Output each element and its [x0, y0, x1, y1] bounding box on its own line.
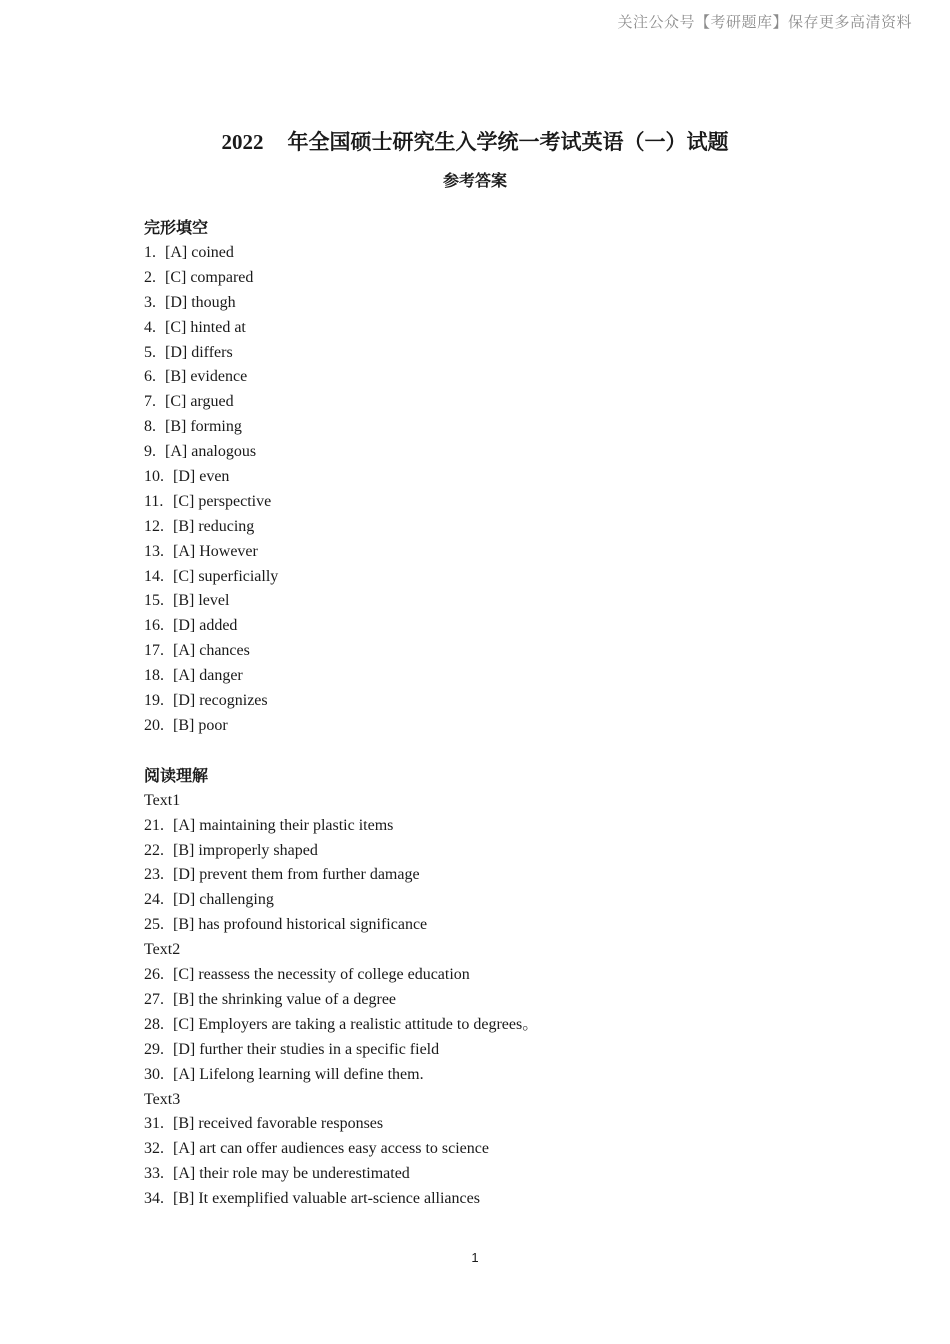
answer-item [144, 291, 844, 316]
answer-text: [D] differs [165, 343, 233, 361]
answer-number: 24. [144, 891, 164, 909]
answer-text: [A] analogous [165, 443, 257, 461]
answer-text: [A] art can offer audiences easy access to science [173, 1140, 489, 1158]
text-label: Text1 [144, 791, 181, 809]
answer-item [144, 565, 844, 590]
answer-text: [D] challenging [173, 891, 274, 909]
answer-text: [B] forming [165, 418, 242, 436]
header-watermark-note: 关注公众号【考研题库】保存更多高清资料 [617, 15, 912, 31]
answer-number: 15. [144, 592, 164, 610]
answer-text: [A] their role may be underestimated [173, 1165, 410, 1183]
answer-text: [C] Employers are taking a realistic attitude to degrees。 [173, 1015, 539, 1033]
title-year: 2022 [221, 130, 264, 154]
answer-item [144, 988, 844, 1013]
answer-text: [B] It exemplified valuable art-science alliances [173, 1190, 480, 1208]
answer-item [144, 515, 844, 540]
answer-item [144, 1013, 844, 1038]
answer-item [144, 863, 844, 888]
answer-text: [B] the shrinking value of a degree [173, 990, 397, 1008]
answer-text: [D] though [165, 293, 236, 311]
page-subtitle: 参考答案 [442, 173, 507, 190]
answer-item [144, 689, 844, 714]
cloze-answer-list [144, 241, 844, 739]
answer-text: [A] However [173, 542, 258, 560]
answer-item [144, 963, 844, 988]
answer-item [144, 639, 844, 664]
answer-number: 18. [144, 667, 164, 685]
text-label: Text2 [144, 941, 181, 959]
answer-item [144, 839, 844, 864]
reading-heading: 阅读理解 [144, 767, 209, 785]
answer-number: 4. [144, 318, 156, 336]
answer-item [144, 1137, 844, 1162]
answer-number: 21. [144, 816, 164, 834]
answer-text: [A] chances [173, 642, 250, 660]
answer-item [144, 1187, 844, 1212]
answer-text: [C] hinted at [165, 318, 246, 336]
answer-item [144, 540, 844, 565]
answer-item [144, 365, 844, 390]
answer-item [144, 465, 844, 490]
answer-item [144, 440, 844, 465]
answer-text: [A] danger [173, 667, 243, 685]
answer-text: [B] poor [173, 716, 228, 734]
answer-item [144, 341, 844, 366]
answer-number: 17. [144, 642, 164, 660]
answer-number: 32. [144, 1140, 164, 1158]
page-number: 1 [471, 1250, 479, 1265]
answer-number: 28. [144, 1015, 164, 1033]
answer-text: [C] superficially [173, 567, 279, 585]
answer-number: 14. [144, 567, 164, 585]
answer-number: 23. [144, 866, 164, 884]
page-title [0, 126, 950, 156]
answer-number: 27. [144, 990, 164, 1008]
answer-item [144, 316, 844, 341]
answer-item [144, 415, 844, 440]
answer-number: 19. [144, 692, 164, 710]
answer-item [144, 266, 844, 291]
answer-text: [D] recognizes [173, 692, 268, 710]
answer-number: 12. [144, 517, 164, 535]
answer-text: [D] further their studies in a specific field [173, 1040, 440, 1058]
title-text: 年全国硕士研究生入学统一考试英语（一）试题 [287, 130, 729, 154]
answer-item [144, 664, 844, 689]
answer-number: 26. [144, 966, 164, 984]
answer-number: 7. [144, 393, 156, 411]
cloze-heading: 完形填空 [144, 220, 209, 237]
answer-number: 13. [144, 542, 164, 560]
answer-number: 5. [144, 343, 156, 361]
answer-text: [C] compared [165, 268, 254, 286]
answer-item [144, 614, 844, 639]
answer-item [144, 1063, 844, 1088]
answer-number: 30. [144, 1065, 164, 1083]
answer-number: 25. [144, 916, 164, 934]
answer-text: [D] prevent them from further damage [173, 866, 420, 884]
answer-text: [B] received favorable responses [173, 1115, 384, 1133]
section-spacer [144, 739, 844, 764]
answer-number: 6. [144, 368, 156, 386]
answer-text: [D] added [173, 617, 238, 635]
answer-item [144, 1038, 844, 1063]
answer-text: [B] level [173, 592, 230, 610]
answer-number: 31. [144, 1115, 164, 1133]
answer-text: [D] even [173, 468, 230, 486]
answer-number: 16. [144, 617, 164, 635]
answer-number: 3. [144, 293, 156, 311]
answer-item [144, 589, 844, 614]
answer-item [144, 490, 844, 515]
answer-number: 2. [144, 268, 156, 286]
answer-number: 8. [144, 418, 156, 436]
answer-text: [A] maintaining their plastic items [173, 816, 394, 834]
answer-number: 20. [144, 716, 164, 734]
answer-number: 34. [144, 1190, 164, 1208]
answer-content [144, 216, 844, 1212]
answer-text: [C] reassess the necessity of college education [173, 966, 470, 984]
answer-text: [C] perspective [173, 492, 272, 510]
answer-text: [A] coined [165, 244, 234, 261]
answer-item [144, 888, 844, 913]
answer-item [144, 390, 844, 415]
answer-item [144, 714, 844, 739]
answer-item [144, 814, 844, 839]
answer-number: 1. [144, 244, 156, 261]
answer-number: 11. [144, 492, 164, 510]
answer-text: [B] improperly shaped [173, 841, 318, 859]
answer-text: [B] evidence [165, 368, 248, 386]
answer-text: [A] Lifelong learning will define them. [173, 1065, 424, 1083]
answer-number: 9. [144, 443, 156, 461]
reading-answer-list [144, 789, 844, 1212]
answer-text: [C] argued [165, 393, 234, 411]
text-label: Text3 [144, 1090, 181, 1108]
answer-item [144, 241, 844, 266]
answer-text: [B] has profound historical significance [173, 916, 428, 934]
answer-text: [B] reducing [173, 517, 255, 535]
answer-number: 33. [144, 1165, 164, 1183]
answer-item [144, 913, 844, 938]
answer-number: 29. [144, 1040, 164, 1058]
answer-item [144, 1162, 844, 1187]
answer-number: 22. [144, 841, 164, 859]
answer-number: 10. [144, 468, 164, 486]
answer-item [144, 1112, 844, 1137]
